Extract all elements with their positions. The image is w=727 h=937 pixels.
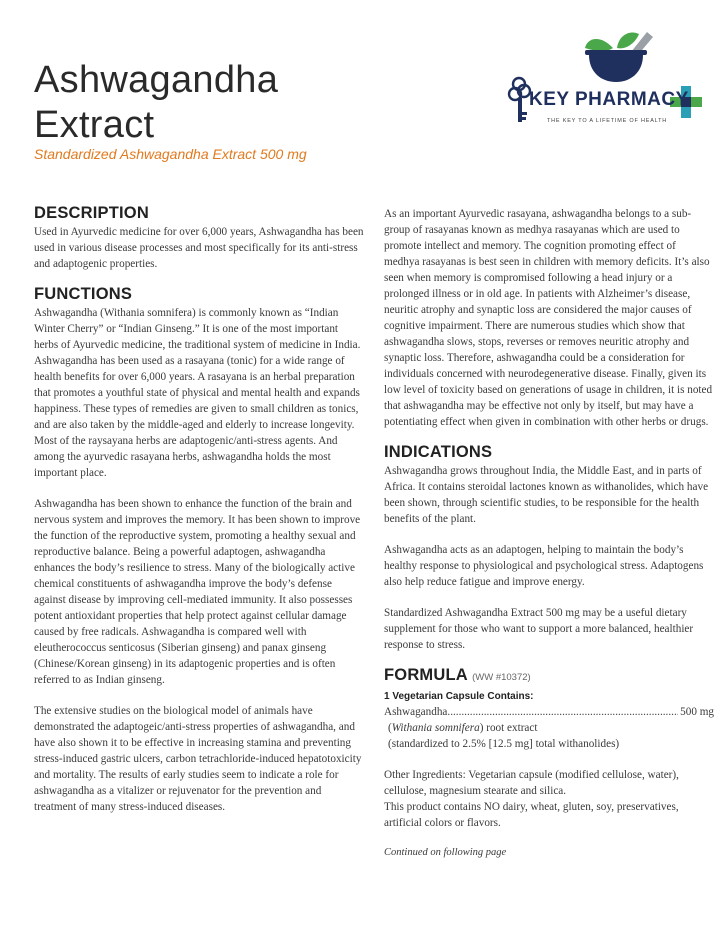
logo-tagline: THE KEY TO A LIFETIME OF HEALTH (547, 118, 668, 124)
ingredient-standardization: (standardized to 2.5% [12.5 mg] total withanolides) (388, 738, 620, 750)
page-title (34, 58, 278, 148)
indications-heading: INDICATIONS (384, 443, 493, 461)
indications-paragraph-2: Ashwagandha acts as an adaptogen, helping to maintain the body’s healthy response to physiological and psychological stress. Adaptogens also help reduce fatigue and improve energy. (384, 544, 704, 588)
left-column (34, 203, 364, 815)
title-line-2: Extract (34, 104, 155, 146)
ingredient-amount: 500 mg (680, 706, 714, 718)
continued-note: Continued on following page (384, 847, 507, 858)
description-text: Used in Ayurvedic medicine for over 6,000 years, Ashwagandha has been used in various disease processes and most specifically for its anti-stress and adaptogenic properties. (34, 226, 364, 270)
ingredient-source: (Withania somnifera) root extract (388, 722, 538, 734)
ingredient-leader-dots (447, 704, 678, 720)
functions-paragraph-4: As an important Ayurvedic rasayana, ashwagandha belongs to a sub-group of rasayanas known as medhya rasayanas which are used to promote intellect and memory. The cognition promoting effect of medhya rasayanas is best seen in children with memory deficits. It’s also seen when memory is compromised following a head injury or a prolonged illness or in old age. In patients with Alzheimer’s disease, neuritic atrophy and synaptic loss are considered the major causes of cognitive impairment. There are numerous studies which show that ashwagandha slows, stops, reverses or removes neuritic atrophy and synaptic loss. Therefore, ashwagandha could be a consideration for individuals concerned with neurodegenerative disease. Finally, given its low level of toxicity based on generations of usage in children, it is noted that ashwagandha may be effective not only by itself, but may have a potentiating effect when given in combination with other herbs or drugs. (384, 208, 713, 428)
indications-paragraph-1: Ashwagandha grows throughout India, the Middle East, and in parts of Africa. It contains steroidal lactones known as withanolides, which have been shown, through scientific studies, to be responsible for the health benefits of the plant. (384, 465, 709, 525)
ingredient-name: Ashwagandha (384, 706, 448, 718)
other-ingredients: Other Ingredients: Vegetarian capsule (modified cellulose, water), cellulose, magnesium stearate and silica. (384, 769, 679, 797)
indications-paragraph-3: Standardized Ashwagandha Extract 500 mg may be a useful dietary supplement for those who want to support a more balanced, healthier response to stress. (384, 607, 694, 651)
functions-paragraph-1: Ashwagandha (Withania somnifera) is commonly known as “Indian Winter Cherry” or “Indian Ginseng.” It is one of the most important herbs of Ayurvedic medicine, the traditional system of medicine in India. Ashwagandha has been used as a rasayana (tonic) for a wide range of health benefits for over 6,000 years. A rasayana is an herbal preparation that promotes a youthful state of physical and mental health and expands happiness. These types of remedies are given to small children as tonics, and are also taken by the middle-aged and elderly to increase longevity. Most of the raysayana herbs are adaptogenic/anti-stress agents. And among the ayurvedic rasayana herbs, ashwagandha holds the most important place. (34, 307, 361, 479)
formula-code: (WW #10372) (472, 672, 531, 683)
functions-heading: FUNCTIONS (34, 285, 133, 303)
functions-paragraph-3: The extensive studies on the biological model of animals have demonstrated the adaptogeic/anti-stress properties of ashwagandha, and have also shown it to be effective in increasing stamina and preventing stress-induced gastric ulcers, carbon tetrachloride-induced hepatotoxicity and mortality. The results of early studies seem to indicate a role for ashwagandha as a vitalizer or rejuvenator for the prevention and treatment of many stress-induced diseases. (34, 705, 362, 813)
right-column (384, 206, 714, 861)
ingredient-latin: Withania somnifera (391, 722, 480, 734)
key-pharmacy-logo (505, 28, 705, 128)
page-subtitle: Standardized Ashwagandha Extract 500 mg (34, 146, 307, 162)
description-heading: DESCRIPTION (34, 204, 149, 222)
ingredient-source-text: root extract (483, 722, 538, 734)
title-line-1: Ashwagandha (34, 59, 279, 101)
logo-name: KEY PHARMACY (529, 89, 689, 110)
functions-paragraph-2: Ashwagandha has been shown to enhance the function of the brain and nervous system and improves the memory. It has been shown to improve the function of the reproductive system, promoting a healthy sexual and reproductive balance. Being a powerful adaptogen, ashwagandha enhances the body’s resilience to stress. Many of the biologically active chemical constituents of ashwagandha improve the body’s defense against disease by improving cell-mediated immunity. It also possesses potent antioxidant properties that help protect against cellular damage caused by free radicals. Ashwagandha is compared well with eleutherococcus senticosus (Siberian ginseng) and panax ginseng (Chinese/Korean ginseng) in its adaptogenic properties and is often referred to as Indian ginseng. (34, 498, 361, 686)
formula-heading (384, 665, 714, 688)
capsule-heading: 1 Vegetarian Capsule Contains: (384, 691, 534, 702)
allergen-statement: This product contains NO dairy, wheat, gluten, soy, preservatives, artificial colors or flavors. (384, 801, 679, 829)
mortar-pestle-icon (505, 28, 705, 128)
formula-title: FORMULA (384, 666, 468, 684)
ingredient-row (384, 704, 714, 720)
